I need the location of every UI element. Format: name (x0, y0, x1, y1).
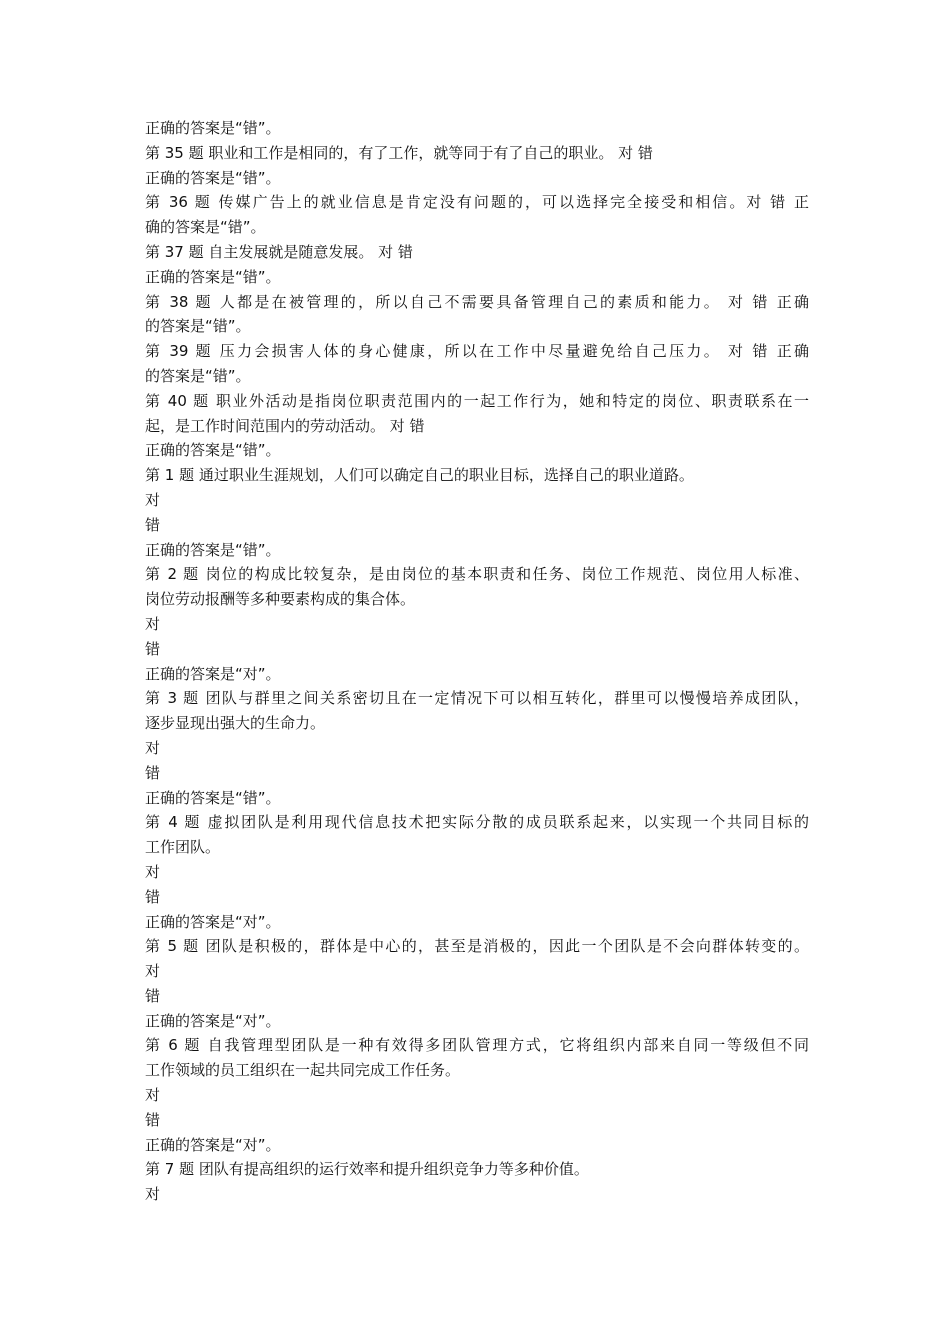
text-line: 对 (145, 962, 161, 981)
text-line: 正确的答案是“错”。 (145, 788, 281, 807)
text-line: 对 (145, 614, 161, 633)
text-line: 工作团队。 (145, 838, 221, 857)
text-line: 的答案是“错”。 (145, 317, 251, 336)
text-line: 第 4 题 虚拟团队是利用现代信息技术把实际分散的成员联系起来，以实现一个共同目标的 (145, 813, 809, 832)
text-line: 第 39 题 压力会损害人体的身心健康，所以在工作中尽量避免给自己压力。 对 错 正确 (145, 342, 809, 361)
text-line: 对 (145, 862, 161, 881)
text-line: 正确的答案是“对”。 (145, 1135, 281, 1154)
text-line: 正确的答案是“对”。 (145, 1011, 281, 1030)
text-line: 错 (145, 639, 161, 658)
text-line: 的答案是“错”。 (145, 366, 251, 385)
text-line: 第 35 题 职业和工作是相同的，有了工作，就等同于有了自己的职业。 对 错 (145, 143, 653, 162)
text-line: 对 (145, 738, 161, 757)
text-line: 起，是工作时间范围内的劳动活动。 对 错 (145, 416, 425, 435)
text-line: 工作领域的员工组织在一起共同完成工作任务。 (145, 1061, 461, 1080)
text-line: 错 (145, 763, 161, 782)
text-line: 错 (145, 1110, 161, 1129)
text-line: 岗位劳动报酬等多种要素构成的集合体。 (145, 590, 416, 609)
text-line: 正确的答案是“错”。 (145, 119, 281, 137)
text-line: 对 (145, 490, 161, 509)
text-line: 第 7 题 团队有提高组织的运行效率和提升组织竞争力等多种价值。 (145, 1160, 589, 1179)
text-line: 错 (145, 887, 161, 906)
text-line: 第 37 题 自主发展就是随意发展。 对 错 (145, 242, 413, 261)
text-line: 第 6 题 自我管理型团队是一种有效得多团队管理方式，它将组织内部来自同一等级但不同 (145, 1036, 809, 1055)
document-body (145, 116, 809, 1207)
text-line: 错 (145, 986, 161, 1005)
text-line: 第 2 题 岗位的构成比较复杂，是由岗位的基本职责和任务、岗位工作规范、岗位用人标准、 (145, 565, 809, 584)
text-line: 第 3 题 团队与群里之间关系密切且在一定情况下可以相互转化，群里可以慢慢培养成团队， (145, 689, 809, 708)
text-line: 对 (145, 1086, 161, 1105)
text-line: 正确的答案是“错”。 (145, 540, 281, 559)
text-line: 正确的答案是“错”。 (145, 168, 281, 187)
text-line: 逐步显现出强大的生命力。 (145, 714, 326, 733)
text-line: 确的答案是“错”。 (145, 218, 266, 237)
text-line: 对 (145, 1185, 161, 1204)
text-line: 正确的答案是“对”。 (145, 912, 281, 931)
text-line: 第 36 题 传媒广告上的就业信息是肯定没有问题的，可以选择完全接受和相信。对 错 正 (145, 193, 809, 212)
text-line: 正确的答案是“对”。 (145, 664, 281, 683)
text-line: 正确的答案是“错”。 (145, 267, 281, 286)
text-line: 错 (145, 515, 161, 534)
text-line: 第 5 题 团队是积极的，群体是中心的，甚至是消极的，因此一个团队是不会向群体转变的。 (145, 937, 809, 956)
text-line: 正确的答案是“错”。 (145, 441, 281, 460)
text-line: 第 1 题 通过职业生涯规划，人们可以确定自己的职业目标，选择自己的职业道路。 (145, 466, 694, 485)
text-line: 第 40 题 职业外活动是指岗位职责范围内的一起工作行为，她和特定的岗位、职责联系在一 (145, 391, 809, 410)
text-line: 第 38 题 人都是在被管理的，所以自己不需要具备管理自己的素质和能力。 对 错 正确 (145, 292, 809, 311)
